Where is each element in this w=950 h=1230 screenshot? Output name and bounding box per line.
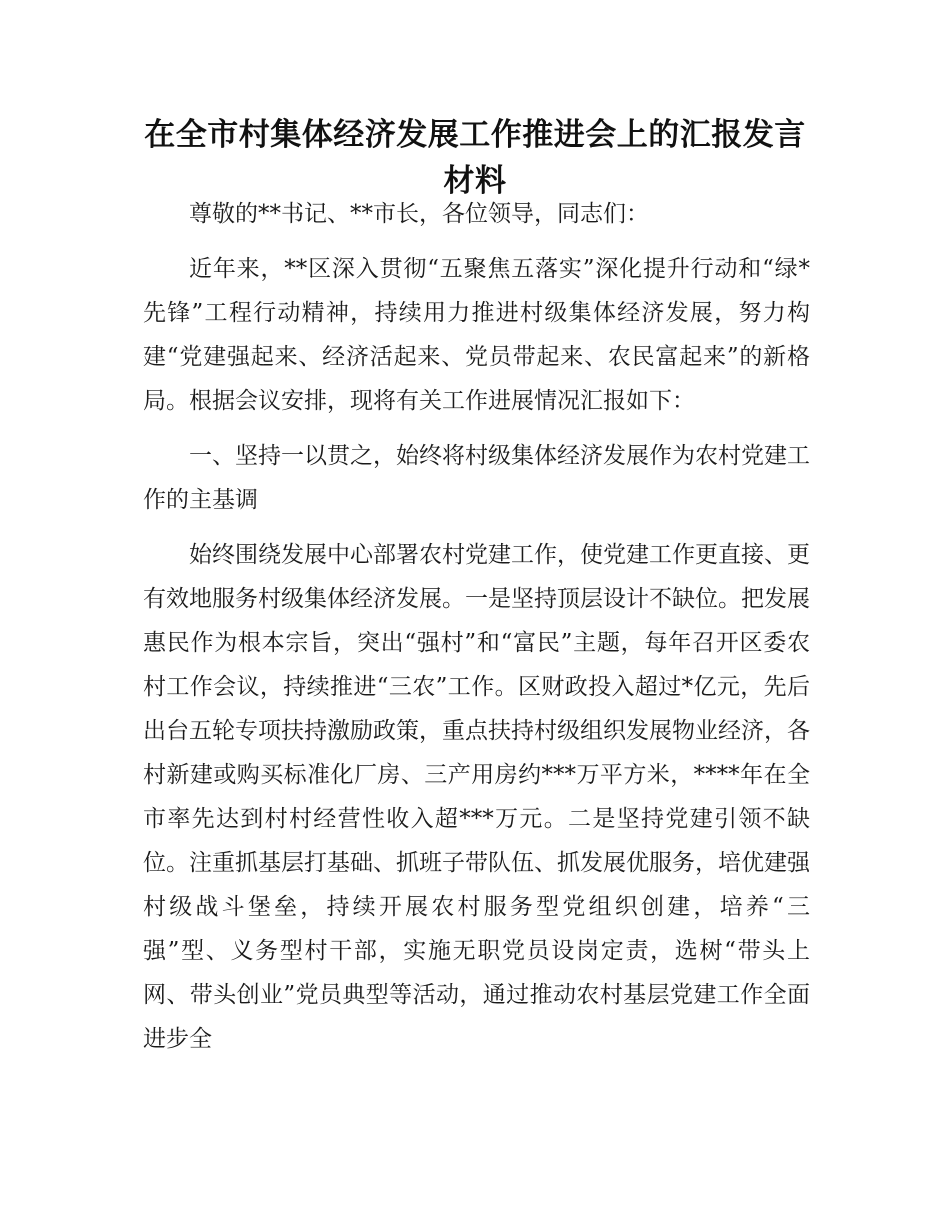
section-heading-1: 一、坚持一以贯之，始终将村级集体经济发展作为农村党建工作的主基调	[143, 443, 810, 513]
salutation-paragraph: 尊敬的**书记、**市长，各位领导，同志们：	[189, 201, 649, 227]
document-title: 在全市村集体经济发展工作推进会上的汇报发言材料	[144, 117, 806, 199]
intro-paragraph: 近年来，**区深入贯彻“五聚焦五落实”深化提升行动和“绿*先锋”工程行动精神，持续用力推进村级集体经济发展，努力构建“党建强起来、经济活起来、党员带起来、农民富起来”的新格局。根据会议安排，现将有关工作进展情况汇报如下：	[143, 256, 810, 414]
document-body	[143, 192, 810, 1072]
body-paragraph: 始终围绕发展中心部署农村党建工作，使党建工作更直接、更有效地服务村级集体经济发展。一是坚持顶层设计不缺位。把发展惠民作为根本宗旨，突出“强村”和“富民”主题，每年召开区委农村工作会议，持续推进“三农”工作。区财政投入超过*亿元，先后出台五轮专项扶持激励政策，重点扶持村级组织发展物业经济，各村新建或购买标准化厂房、三产用房约***万平方米，****年在全市率先达到村村经营性收入超***万元。二是坚持党建引领不缺位。注重抓基层打基础、抓班子带队伍、抓发展优服务，培优建强村级战斗堡垒，持续开展农村服务型党组织创建，培养“三强”型、义务型村干部，实施无职党员设岗定责，选树“带头上网、带头创业”党员典型等活动，通过推动农村基层党建工作全面进步全	[143, 542, 811, 1052]
